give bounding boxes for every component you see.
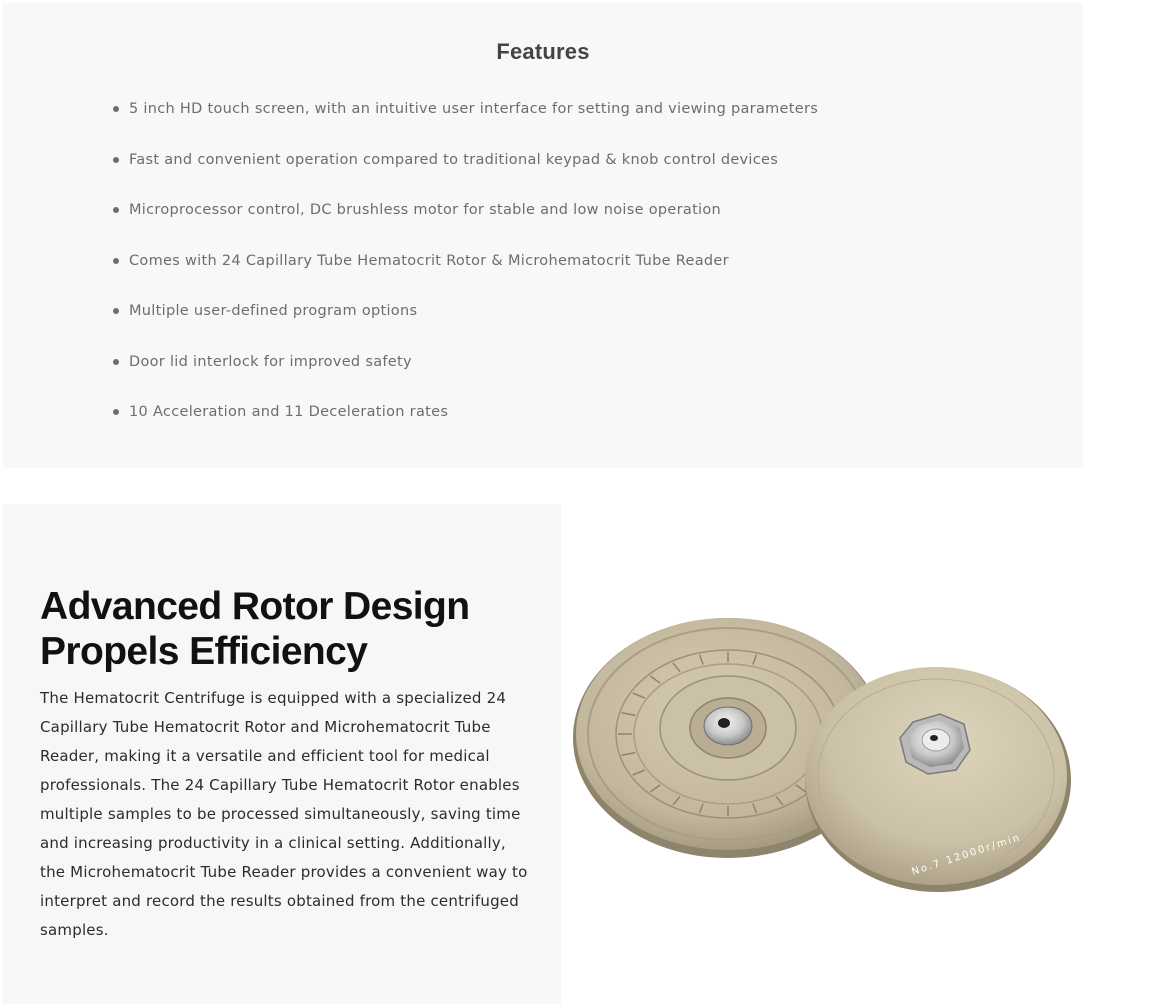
feature-item <box>111 147 818 198</box>
bullet-dot-icon <box>113 409 119 415</box>
feature-item <box>111 96 818 147</box>
bullet-dot-icon <box>113 359 119 365</box>
feature-item-text: Microprocessor control, DC brushless motor for stable and low noise operation <box>129 202 722 218</box>
bullet-dot-icon <box>113 258 119 264</box>
rotor-heading-line2: Propels Efficiency <box>40 630 368 673</box>
rotor-description: The Hematocrit Centrifuge is equipped with a specialized 24 Capillary Tube Hematocrit Rotor and Microhematocrit Tube Reader, making it a versatile and efficient tool for medical professionals. The 24 Capillary Tube Hematocrit Rotor enables multiple samples to be processed simultaneously, saving time and increasing productivity in a clinical setting. Additionally, the Microhematocrit Tube Reader provides a convenient way to interpret and record the results obtained from the centrifuged samples. <box>40 689 528 939</box>
rotor-heading-line1: Advanced Rotor Design <box>40 585 470 628</box>
feature-item <box>111 248 818 299</box>
features-section <box>3 3 1083 468</box>
feature-item <box>111 349 818 400</box>
feature-item-text: Comes with 24 Capillary Tube Hematocrit Rotor & Microhematocrit Tube Reader <box>129 252 729 269</box>
features-title: Features <box>496 39 590 64</box>
rotor-engraving: No.7 12000r/min <box>910 832 1023 878</box>
rotor-product-image <box>568 610 1078 900</box>
feature-item-text: 10 Acceleration and 11 Deceleration rates <box>129 404 449 420</box>
rotor-heading <box>40 584 540 674</box>
feature-item <box>111 399 818 450</box>
feature-item-text: Multiple user-defined program options <box>129 303 418 319</box>
feature-item-text: 5 inch HD touch screen, with an intuitive user interface for setting and viewing parameters <box>129 101 819 117</box>
feature-item-text: Door lid interlock for improved safety <box>129 353 412 370</box>
feature-item <box>111 298 818 349</box>
features-list <box>111 96 818 450</box>
feature-item-text: Fast and convenient operation compared to traditional keypad & knob control devices <box>129 151 779 168</box>
bullet-dot-icon <box>113 106 119 112</box>
bullet-dot-icon <box>113 157 119 163</box>
rotor-design-section <box>3 504 561 1004</box>
bullet-dot-icon <box>113 207 119 213</box>
feature-item <box>111 197 818 248</box>
bullet-dot-icon <box>113 308 119 314</box>
